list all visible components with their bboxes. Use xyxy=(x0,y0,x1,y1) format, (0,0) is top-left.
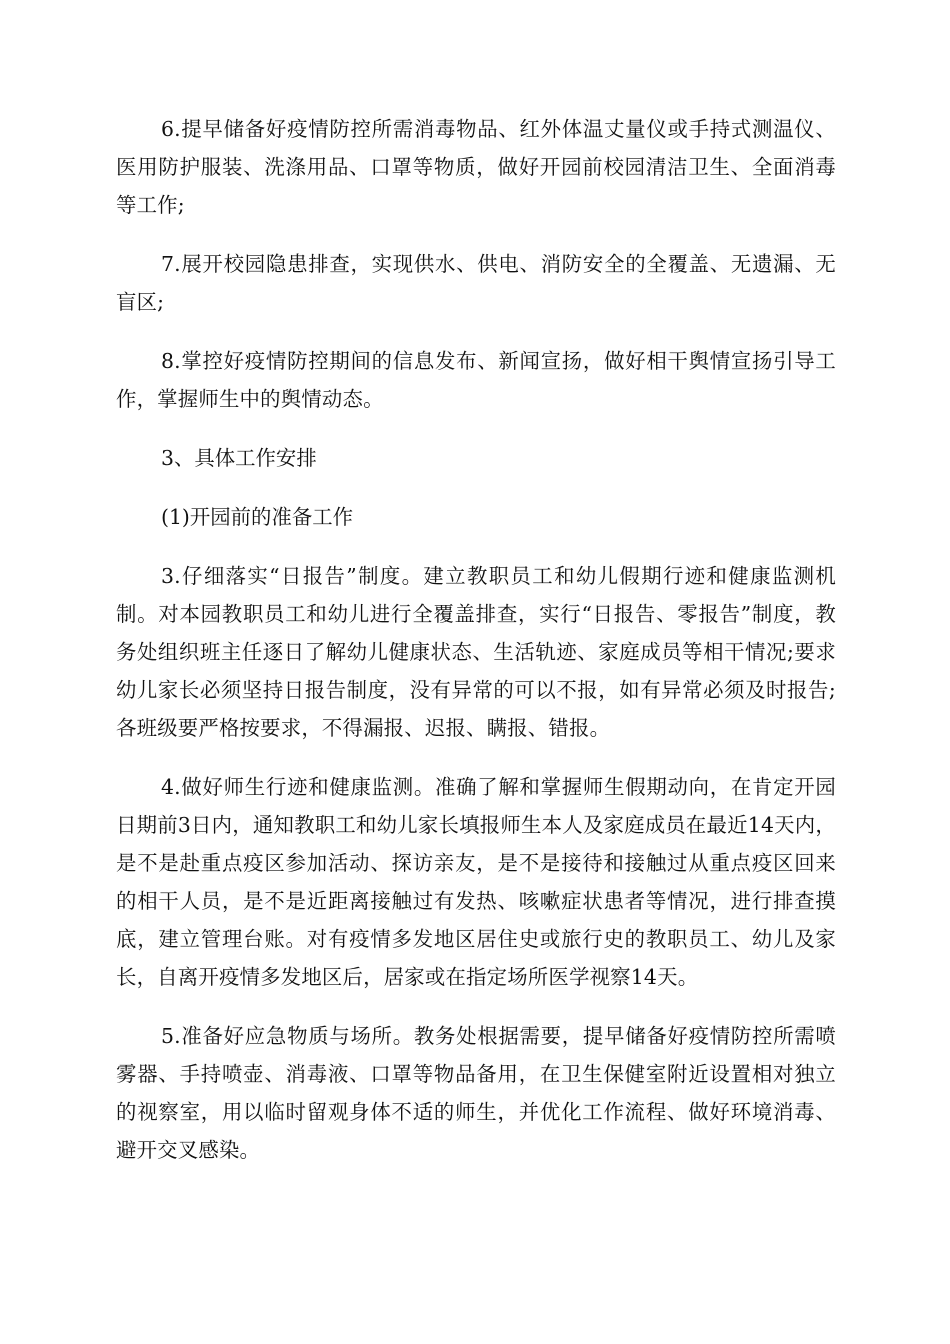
paragraph-item-8: 8.掌控好疫情防控期间的信息发布、新闻宣扬，做好相干舆情宣扬引导工作，掌握师生中的舆情动态。 xyxy=(116,349,836,411)
paragraph-item-5: 5.准备好应急物质与场所。教务处根据需要，提早储备好疫情防控所需喷雾器、手持喷壶、消毒液、口罩等物品备用，在卫生保健室附近设置相对独立的视察室，用以临时留观身体不适的师生，并优化工作流程、做好环境消毒、避开交叉感染。 xyxy=(116,1024,836,1162)
section-heading: 3、具体工作安排 xyxy=(161,446,317,470)
paragraph-item-4: 4.做好师生行迹和健康监测。准确了解和掌握师生假期动向，在肯定开园日期前3日内，通知教职工和幼儿家长填报师生本人及家庭成员在最近14天内，是不是赴重点疫区参加活动、探访亲友，是不是接待和接触过从重点疫区回来的相干人员，是不是近距离接触过有发热、咳嗽症状患者等情况，进行排查摸底，建立管理台账。对有疫情多发地区居住史或旅行史的教职员工、幼儿及家长，自离开疫情多发地区后，居家或在指定场所医学视察14天。 xyxy=(116,775,836,989)
paragraph-item-6: 6.提早储备好疫情防控所需消毒物品、红外体温丈量仪或手持式测温仪、医用防护服装、洗涤用品、口罩等物质，做好开园前校园清洁卫生、全面消毒等工作; xyxy=(116,117,836,217)
paragraph-item-3: 3.仔细落实“日报告”制度。建立教职员工和幼儿假期行迹和健康监测机制。对本园教职员工和幼儿进行全覆盖排查，实行“日报告、零报告”制度，教务处组织班主任逐日了解幼儿健康状态、生活轨迹、家庭成员等相干情况;要求幼儿家长必须坚持日报告制度，没有异常的可以不报，如有异常必须及时报告;各班级要严格按要求，不得漏报、迟报、瞒报、错报。 xyxy=(116,564,836,740)
paragraph-item-7: 7.展开校园隐患排查，实现供水、供电、消防安全的全覆盖、无遗漏、无盲区; xyxy=(116,252,836,314)
sub-heading: (1)开园前的准备工作 xyxy=(161,505,354,529)
document-page xyxy=(116,110,836,1190)
